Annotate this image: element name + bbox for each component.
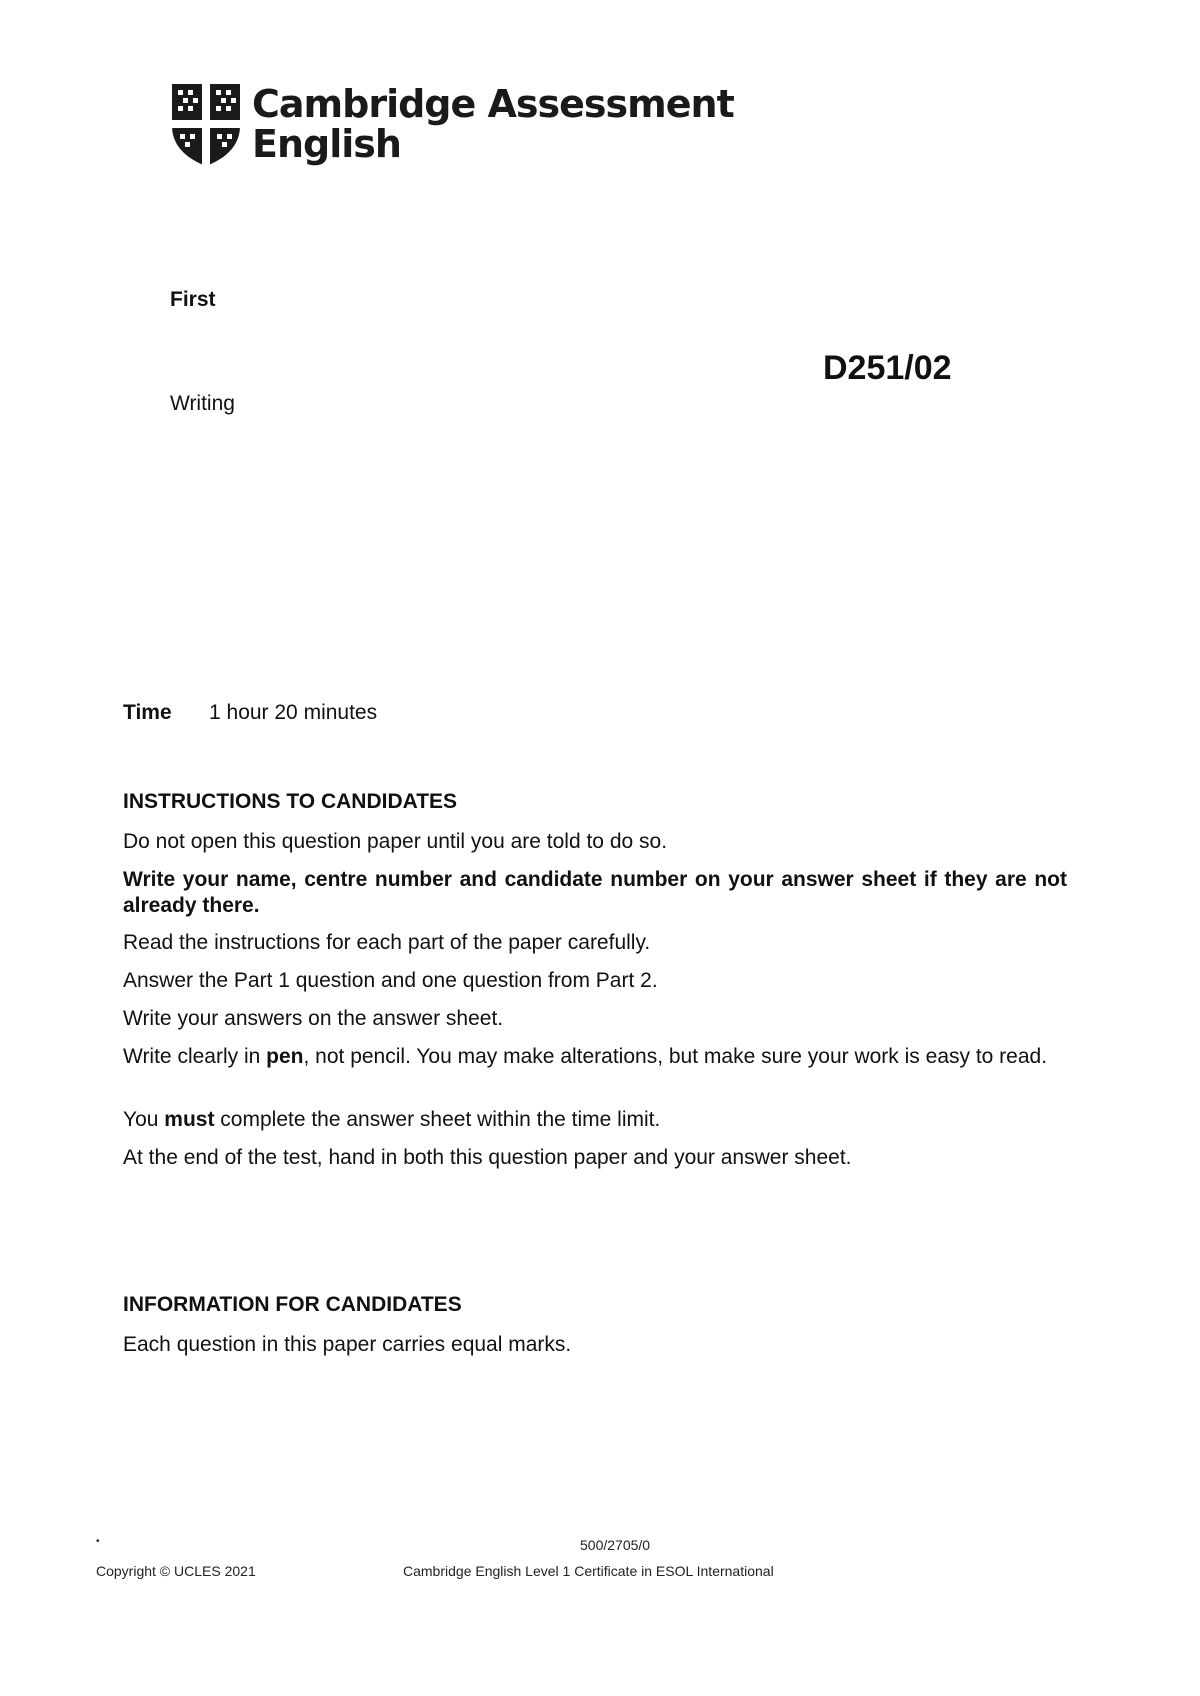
pen-text-after: , not pencil. You may make alterations, but make sure your work is easy to read. (303, 1045, 1048, 1068)
information-text: Each question in this paper carries equal marks. (123, 1333, 572, 1356)
instruction-item: Write your name, centre number and candidate number on your answer sheet if they are not already there. (123, 868, 1067, 917)
footer-ref: 500/2705/0 (580, 1537, 651, 1553)
instruction-item-must (123, 1107, 1067, 1133)
instruction-item: Do not open this question paper until you are told to do so. (123, 830, 668, 853)
paper-code: D251/02 (823, 349, 952, 387)
instruction-item: Answer the Part 1 question and one question from Part 2. (123, 969, 658, 992)
paper-title: Writing (170, 392, 235, 415)
must-text-before: You (123, 1108, 165, 1131)
pen-text-before: Write clearly in (123, 1045, 267, 1068)
logo-line-2: English (252, 122, 401, 166)
footer-mark: • (96, 1536, 100, 1547)
instruction-item: At the end of the test, hand in both this question paper and your answer sheet. (123, 1146, 852, 1169)
cambridge-shield-icon (170, 82, 242, 168)
logo-line-1: Cambridge Assessment (252, 82, 734, 126)
footer-copyright: Copyright © UCLES 2021 (96, 1563, 256, 1579)
exam-level: First (170, 288, 216, 311)
must-text-after: complete the answer sheet within the time limit. (214, 1108, 661, 1131)
must-emphasis: must (164, 1108, 215, 1131)
cambridge-logo (170, 82, 734, 168)
footer-certificate: Cambridge English Level 1 Certificate in ESOL International (403, 1563, 774, 1579)
instruction-item: Write your answers on the answer sheet. (123, 1007, 504, 1030)
time-row (123, 701, 377, 725)
time-value: 1 hour 20 minutes (209, 701, 378, 724)
instruction-item-pen (123, 1044, 1067, 1070)
pen-emphasis: pen (266, 1045, 304, 1068)
time-label: Time (123, 701, 172, 724)
information-heading: INFORMATION FOR CANDIDATES (123, 1293, 462, 1316)
instructions-heading: INSTRUCTIONS TO CANDIDATES (123, 790, 458, 813)
instruction-item: Read the instructions for each part of the paper carefully. (123, 931, 651, 954)
